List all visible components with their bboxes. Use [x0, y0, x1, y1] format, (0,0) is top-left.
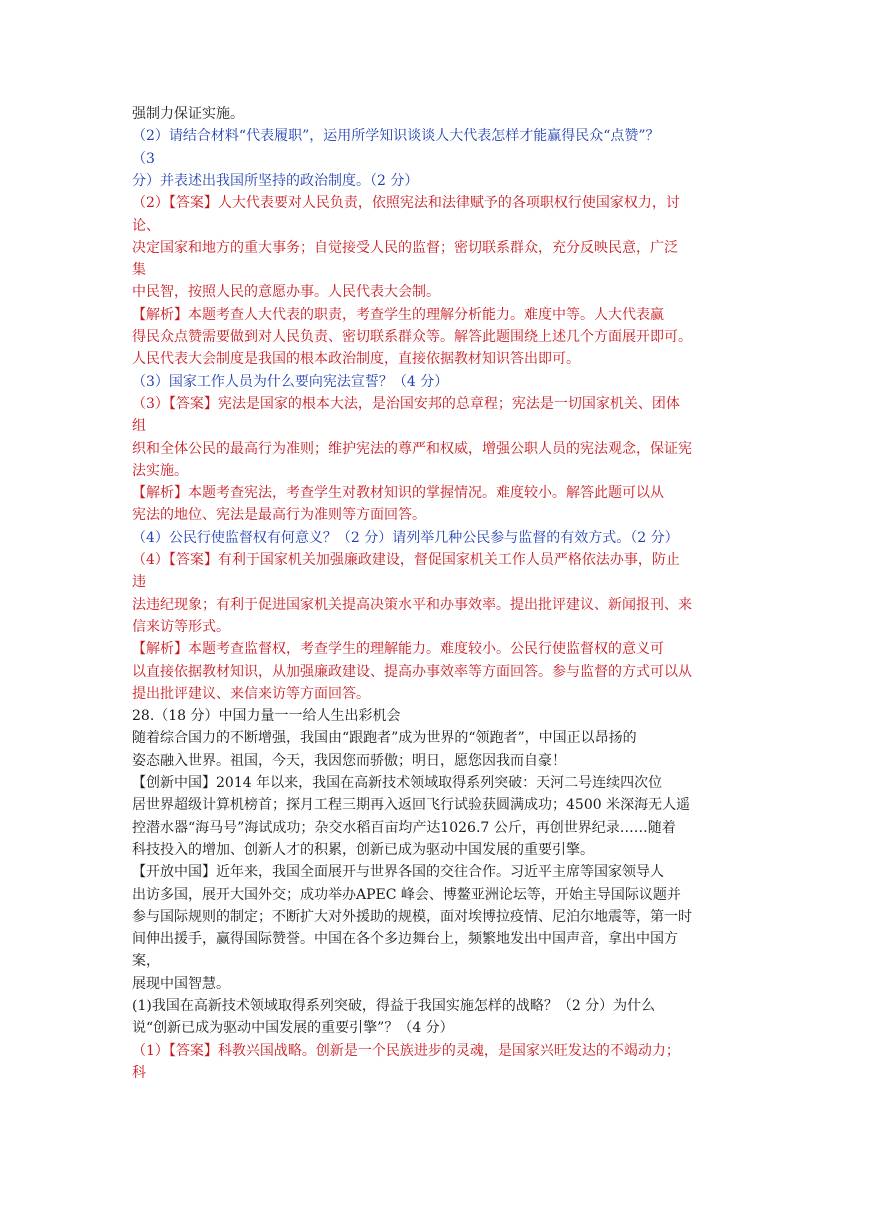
text-line: 展现中国智慧。 [132, 975, 230, 992]
text-line: 科技投入的增加、创新人才的积累，创新已成为驱动中国发展的重要引擎。 [132, 841, 594, 858]
text-line: 控潜水器“海马号”海试成功；杂交水稻百亩均产达1026.7 公斤，再创世界纪录……随着 [132, 819, 676, 836]
text-line: 说“创新已成为驱动中国发展的重要引擎”？（4 分） [132, 1020, 454, 1037]
text-line: 【解析】本题考查人大代表的职责，考查学生的理解分析能力。难度中等。人大代表赢 [132, 306, 664, 323]
text-line: 随着综合国力的不断增强，我国由“跟跑者”成为世界的“领跑者”，中国正以昂扬的 [132, 730, 637, 747]
text-line: 出访多国，展开大国外交；成功举办APEC 峰会、博鳌亚洲论坛等，开始主导国际议题并 [132, 886, 681, 903]
text-line: 以直接依据教材知识，从加强廉政建设、提高办事效率等方面回答。参与监督的方式可以从 [132, 663, 692, 680]
text-line: 分）并表述出我国所坚持的政治制度。（2 分） [132, 172, 419, 189]
text-line: 居世界超级计算机榜首；探月工程三期再入返回飞行试验获圆满成功；4500 米深海无人遥 [132, 797, 691, 814]
text-line: （1）【答案】科教兴国战略。创新是一个民族进步的灵魂，是国家兴旺发达的不竭动力； [132, 1042, 680, 1059]
text-line: 28.（18 分）中国力量一一给人生出彩机会 [132, 708, 401, 725]
text-line: 【解析】本题考查宪法，考查学生对教材知识的掌握情况。难度较小。解答此题可以从 [132, 485, 664, 502]
text-line: （2）【答案】人大代表要对人民负责，依照宪法和法律赋予的各项职权行使国家权力，讨 [132, 195, 680, 212]
text-line: （4）【答案】有利于国家机关加强廉政建设，督促国家机关工作人员严格依法办事，防止 [132, 552, 680, 568]
text-line: 集 [132, 262, 146, 279]
text-line: 论、 [132, 217, 160, 234]
text-line: （4）公民行使监督权有何意义？（2 分）请列举几种公民参与监督的有效方式。（2 分） [132, 529, 679, 546]
text-line: 宪法的地位、宪法是最高行为准则等方面回答。 [132, 507, 426, 524]
text-line: （2）请结合材料“代表履职”，运用所学知识谈谈人大代表怎样才能赢得民众“点赞”？ [132, 128, 660, 145]
text-line: 织和全体公民的最高行为准则；维护宪法的尊严和权威，增强公职人员的宪法观念，保证宪 [132, 440, 692, 457]
text-line: 中民智，按照人民的意愿办事。人民代表大会制。 [132, 284, 440, 301]
text-line: （3）国家工作人员为什么要向宪法宣誓？（4 分） [132, 373, 449, 390]
text-line: 违 [132, 574, 146, 591]
text-line: （3 [132, 150, 155, 167]
text-line: 决定国家和地方的重大事务；自觉接受人民的监督；密切联系群众，充分反映民意，广泛 [132, 239, 678, 256]
text-line: 参与国际规则的制定；不断扩大对外援助的规模，面对埃博拉疫情、尼泊尔地震等，第一时 [132, 908, 692, 925]
text-line: 组 [132, 418, 146, 435]
text-line: 【创新中国】2014 年以来，我国在高新技术领域取得系列突破：天河二号连续四次位 [132, 775, 663, 791]
text-line: （3）【答案】宪法是国家的根本大法，是治国安邦的总章程；宪法是一切国家机关、团体 [132, 395, 680, 412]
text-line: 间伸出援手，赢得国际赞誉。中国在各个多边舞台上，频繁地发出中国声音，拿出中国方 [132, 931, 678, 948]
text-line: 提出批评建议、来信来访等方面回答。 [132, 685, 370, 702]
text-line: 法违纪现象；有利于促进国家机关提高决策水平和办事效率。提出批评建议、新闻报刊、来 [132, 596, 692, 613]
text-line: 【开放中国】近年来，我国全面展开与世界各国的交往合作。习近平主席等国家领导人 [132, 864, 664, 881]
text-line: 强制力保证实施。 [132, 106, 244, 122]
text-line: 信来访等形式。 [132, 618, 230, 635]
text-line: 案， [132, 953, 160, 970]
text-line: 【解析】本题考查监督权，考查学生的理解能力。难度较小。公民行使监督权的意义可 [132, 641, 664, 658]
text-line: 姿态融入世界。祖国，今天，我因您而骄傲；明日，愿您因我而自豪！ [132, 752, 566, 769]
text-line: 人民代表大会制度是我国的根本政治制度，直接依据教材知识答出即可。 [132, 351, 580, 368]
text-line: 法实施。 [132, 462, 188, 479]
text-line: 得民众点赞需要做到对人民负责、密切联系群众等。解答此题围绕上述几个方面展开即可。 [132, 329, 692, 345]
text-line: (1)我国在高新技术领域取得系列突破，得益于我国实施怎样的战略？（2 分）为什么 [132, 998, 656, 1014]
text-line: 科 [132, 1064, 146, 1081]
